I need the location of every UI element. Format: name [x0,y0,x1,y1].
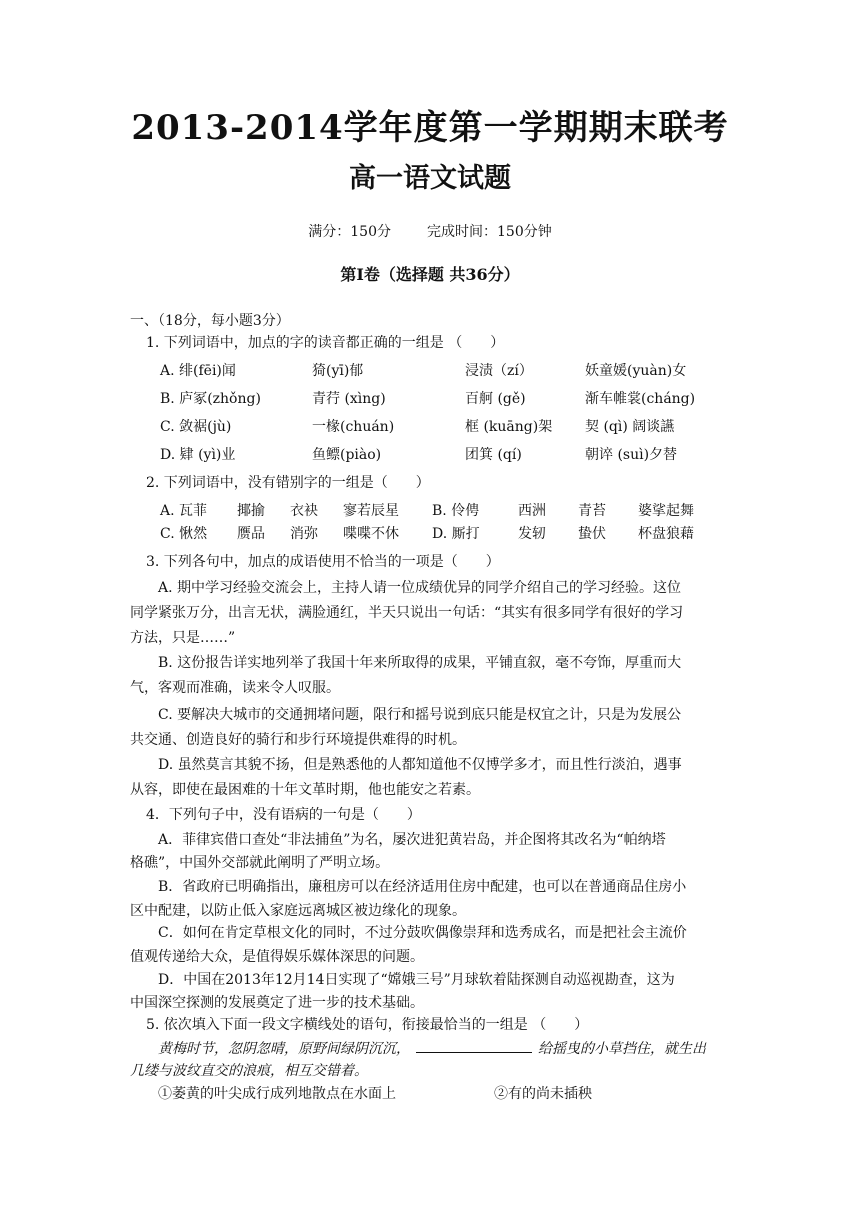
q2-cell: 揶揄 [237,503,265,519]
q1-cell: 猗(yī)郁 [312,363,364,379]
q3-line: C. 要解决大城市的交通拥堵问题，限行和摇号说到底只能是权宜之计，只是为发展公 [158,707,682,723]
q2-cell: 消弥 [290,526,318,542]
q2-cell: 衣袂 [290,503,318,519]
q2-cell: 蛰伏 [578,526,606,542]
q3-line: 同学紧张万分，出言无状，满脸通红，半天只说出一句话：“其实有很多同学有很好的学习 [130,605,684,621]
q2-cell: 婆挲起舞 [638,503,694,519]
q4-line: A．菲律宾借口查处“非法捕鱼”为名，屡次进犯黄岩岛，并企图将其改名为“帕纳塔 [158,832,666,848]
q1-cell: 百舸 (gě) [465,391,526,407]
q3-line: 共交通、创造良好的骑行和步行环境提供难得的时机。 [130,732,466,748]
q1-row-a [160,361,720,381]
exam-meta [0,221,860,241]
q4-stem: 4．下列句子中，没有语病的一句是（ ） [146,807,421,823]
q3-line: 方法，只是……” [130,630,236,646]
q1-cell: 契 (qì) 阔谈讌 [585,419,675,435]
q2-cell: B. 伶俜 [432,503,480,519]
q5-paragraph-part: 黄梅时节，忽阴忽晴，原野间绿阴沉沉， [158,1041,410,1057]
q2-cell: 喋喋不休 [343,526,399,542]
q2-row-2 [160,524,720,544]
q3-line: D. 虽然莫言其貌不扬，但是熟悉他的人都知道他不仅博学多才，而且性行淡泊，遇事 [158,757,682,773]
q5-option-1: ①萎黄的叶尖成行成列地散点在水面上 [158,1086,396,1102]
q5-paragraph-part: 给摇曳的小草挡住，就生出 [538,1041,706,1057]
q1-cell: D. 肄 (yì)业 [160,447,236,463]
exam-title: 2013-2014学年度第一学期期末联考 [131,108,729,148]
q1-cell: 鱼鳔(piào) [312,447,382,463]
q2-cell: 赝品 [237,526,265,542]
q5-paragraph-line-2: 几缕与波纹直交的浪痕，相互交错着。 [130,1063,368,1079]
q3-line: 从容，即使在最困难的十年文革时期，他也能安之若素。 [130,782,480,798]
q3-line: A. 期中学习经验交流会上，主持人请一位成绩优异的同学介绍自己的学习经验。这位 [158,580,682,596]
q2-cell: 寥若辰星 [343,503,399,519]
full-score: 满分：150分 [308,224,391,240]
q4-line: 中国深空探测的发展奠定了进一步的技术基础。 [130,995,424,1011]
q4-line: 格礁”，中国外交部就此阐明了严明立场。 [130,855,390,871]
q3-stem: 3. 下列各句中，加点的成语使用不恰当的一项是（ ） [146,554,500,570]
exam-subtitle: 高一语文试题 [349,163,511,194]
q1-cell: 朝谇 (suì)夕替 [585,447,678,463]
q3-line: 气，客观而准确，读来令人叹服。 [130,680,340,696]
q1-stem: 1. 下列词语中，加点的字的读音都正确的一组是 （ ） [146,335,505,351]
q4-line: C．如何在肯定草根文化的同时，不过分鼓吹偶像崇拜和选秀成名，而是把社会主流价 [158,925,687,941]
answer-blank [416,1038,532,1053]
q1-cell: A. 绯(fēi)闻 [160,363,236,379]
q5-paragraph-line-1 [158,1038,706,1059]
q2-cell: 青苔 [578,503,606,519]
q1-row-d [160,445,720,465]
q2-cell: C. 愀然 [160,526,208,542]
q1-cell: B. 庐冢(zhǒng) [160,391,261,407]
q4-line: 值观传递给大众，是值得娱乐媒体深思的问题。 [130,949,424,965]
q1-row-b [160,389,720,409]
part-heading: 一、（18分，每小题3分） [130,313,290,329]
q1-cell: 一椽(chuán) [312,419,395,435]
q1-cell: C. 敛裾(jù) [160,419,232,435]
q2-cell: D. 厮打 [432,526,480,542]
q1-cell: 团箕 (qí) [465,447,522,463]
q1-cell: 妖童媛(yuàn)女 [585,363,687,379]
q1-cell: 渐车帷裳(cháng) [585,391,696,407]
q5-stem: 5. 依次填入下面一段文字横线处的语句，衔接最恰当的一组是 （ ） [146,1017,589,1033]
q2-cell: 发轫 [518,526,546,542]
q2-cell: A. 瓦菲 [160,503,208,519]
q4-line: B．省政府已明确指出，廉租房可以在经济适用住房中配建，也可以在普通商品住房小 [158,879,687,895]
q2-stem: 2. 下列词语中，没有错别字的一组是（ ） [146,475,430,491]
q3-line: B. 这份报告详实地列举了我国十年来所取得的成果，平铺直叙，毫不夸饰，厚重而大 [158,655,682,671]
q4-line: D．中国在2013年12月14日实现了“嫦娥三号”月球软着陆探测自动巡视勘查，这为 [158,972,675,988]
time-limit: 完成时间：150分钟 [427,224,552,240]
q2-row-1 [160,501,720,521]
q5-option-2: ②有的尚未插秧 [494,1086,592,1102]
q1-cell: 框 (kuāng)架 [465,419,553,435]
q2-cell: 杯盘狼藉 [638,526,694,542]
q1-cell: 青荇 (xìng) [312,391,386,407]
q4-line: 区中配建，以防止低入家庭远离城区被边缘化的现象。 [130,903,466,919]
q2-cell: 西洲 [518,503,546,519]
q1-cell: 浸渍（zí） [465,363,533,379]
q1-row-c [160,417,720,437]
section-heading: 第Ⅰ卷（选择题 共36分） [340,265,520,284]
